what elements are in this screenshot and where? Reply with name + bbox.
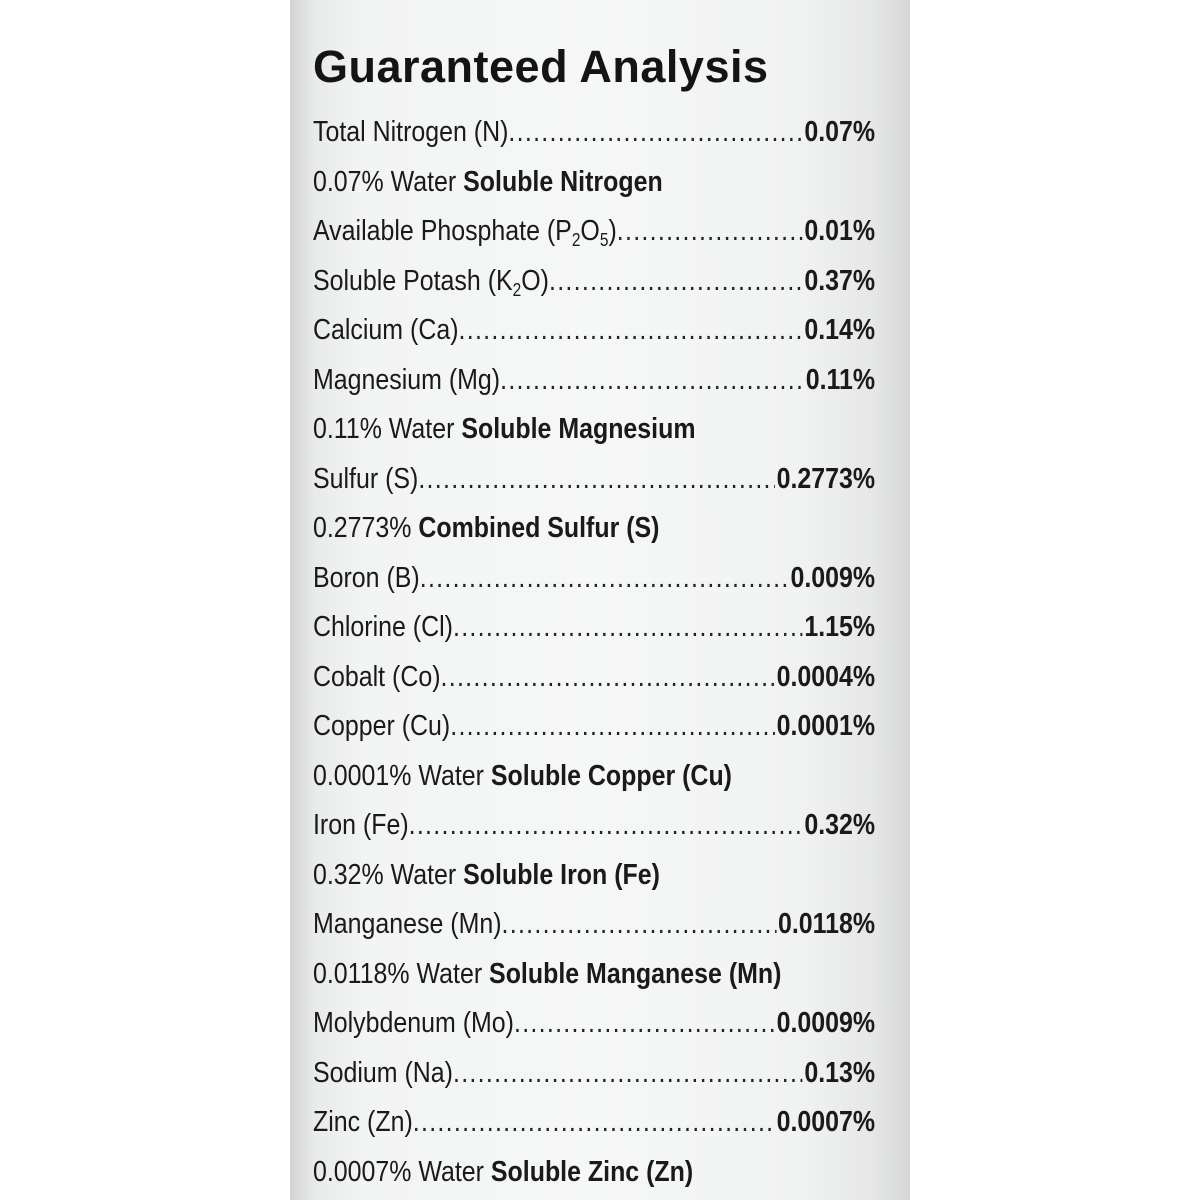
analysis-row-copper	[313, 702, 875, 752]
dot-leader	[453, 1049, 803, 1099]
nutrient-value: 0.0118%	[778, 908, 876, 940]
analysis-row-sodium	[313, 1049, 875, 1099]
note-lead: 0.0118% Water	[313, 957, 490, 990]
nutrient-name: Zinc (Zn)	[313, 1106, 413, 1138]
analysis-row-iron	[313, 801, 875, 851]
note-lead: 0.0007% Water	[313, 1155, 491, 1188]
nutrient-name: Chlorine (Cl)	[313, 611, 453, 643]
analysis-row-manganese	[313, 900, 875, 950]
analysis-note-zinc	[313, 1148, 875, 1198]
note-rest: Soluble Magnesium	[461, 413, 696, 445]
nutrient-name: Sulfur (S)	[313, 462, 419, 495]
nutrient-value: 1.15%	[804, 611, 876, 643]
nutrient-value: 0.32%	[804, 809, 876, 841]
nutrient-name: Soluble Potash $(K_2O)$	[313, 264, 549, 300]
dot-leader	[420, 554, 789, 604]
analysis-row-sulfur	[313, 455, 875, 505]
nutrient-name: Magnesium (Mg)	[313, 363, 501, 396]
dot-leader	[500, 356, 804, 406]
analysis-row-boron	[313, 554, 875, 604]
analysis-row-calcium	[313, 306, 875, 356]
analysis-row-total-nitrogen	[313, 108, 875, 158]
analysis-note-sulfur	[313, 504, 875, 554]
nutrient-value: 0.2773%	[776, 462, 876, 495]
analysis-row-phosphate	[313, 207, 875, 257]
nutrient-value: 0.13%	[804, 1056, 876, 1089]
analysis-row-zinc	[313, 1098, 875, 1148]
note-lead: 0.07% Water	[313, 165, 464, 198]
note-rest: Soluble Manganese (Mn)	[489, 957, 782, 990]
nutrient-name: Total Nitrogen (N)	[313, 116, 509, 148]
note-lead: 0.32% Water	[313, 858, 464, 891]
dot-leader	[508, 108, 802, 158]
nutrient-name: Calcium (Ca)	[313, 314, 459, 346]
analysis-row-cobalt	[313, 653, 875, 703]
dot-leader	[453, 603, 803, 653]
nutrient-name: Copper (Cu)	[313, 710, 451, 742]
nutrient-name: Cobalt (Co)	[313, 660, 441, 693]
dot-leader	[441, 653, 775, 703]
nutrient-value: 0.14%	[804, 314, 876, 346]
nutrient-value: 0.0007%	[776, 1106, 876, 1138]
panel-title: Guaranteed Analysis	[313, 41, 769, 92]
nutrient-name: Available Phosphate $(P_2O_5)$	[313, 215, 617, 250]
note-rest: Soluble Copper (Cu)	[490, 759, 732, 792]
note-rest: Combined Sulfur (S)	[418, 512, 660, 544]
analysis-note-nitrogen	[313, 158, 875, 208]
nutrient-name: Iron (Fe)	[313, 809, 409, 841]
nutrient-name: Manganese (Mn)	[313, 908, 502, 940]
dot-leader	[617, 207, 803, 257]
note-rest: Soluble Nitrogen	[463, 165, 663, 198]
nutrient-name: Molybdenum (Mo)	[313, 1007, 514, 1039]
dot-leader	[418, 455, 775, 505]
dot-leader	[514, 999, 775, 1049]
analysis-row-chlorine	[313, 603, 875, 653]
note-lead: 0.2773%	[313, 512, 419, 544]
nutrient-value: 0.07%	[804, 116, 876, 148]
analysis-row-molybdenum	[313, 999, 875, 1049]
dot-leader	[459, 306, 803, 356]
nutrient-value: 0.37%	[804, 264, 876, 297]
nutrient-value: 0.01%	[804, 215, 876, 247]
analysis-note-manganese	[313, 950, 875, 1000]
guaranteed-analysis-panel	[313, 36, 875, 1197]
nutrient-value: 0.0004%	[776, 660, 876, 693]
dot-leader	[450, 702, 775, 752]
analysis-note-copper	[313, 752, 875, 802]
nutrient-value: 0.009%	[790, 561, 876, 594]
nutrient-name: Boron (B)	[313, 561, 420, 594]
note-lead: 0.0001% Water	[313, 759, 491, 792]
analysis-row-magnesium	[313, 356, 875, 406]
nutrient-value: 0.0001%	[776, 710, 876, 742]
dot-leader	[413, 1098, 775, 1148]
note-rest: Soluble Zinc (Zn)	[490, 1155, 694, 1188]
nutrient-name: Sodium (Na)	[313, 1056, 453, 1089]
dot-leader	[549, 257, 803, 307]
dot-leader	[502, 900, 777, 950]
nutrient-value: 0.11%	[805, 363, 876, 396]
nutrient-value: 0.0009%	[776, 1007, 876, 1039]
dot-leader	[409, 801, 803, 851]
note-lead: 0.11% Water	[313, 413, 462, 445]
analysis-row-potash	[313, 257, 875, 307]
analysis-note-iron	[313, 851, 875, 901]
analysis-note-magnesium	[313, 405, 875, 455]
analysis-list	[313, 108, 875, 1197]
note-rest: Soluble Iron (Fe)	[463, 858, 660, 891]
